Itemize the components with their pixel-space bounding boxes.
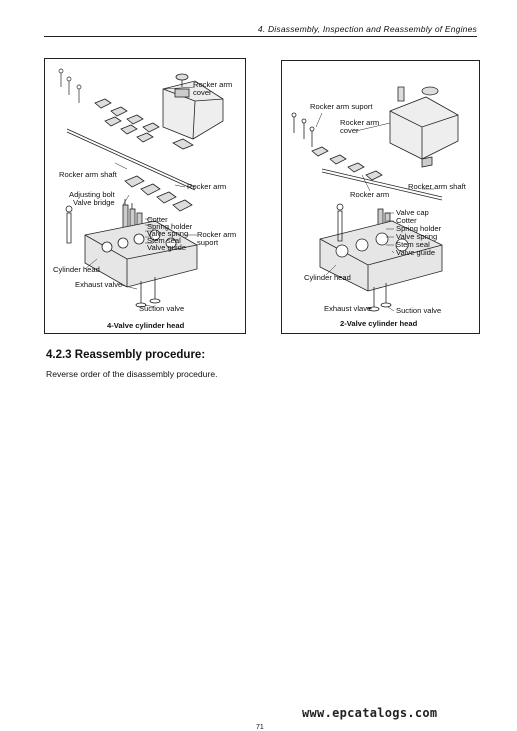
caption-2-valve: 2-Valve cylinder head xyxy=(340,319,418,328)
label-cotter: Cotter xyxy=(147,215,168,224)
chapter-header: 4. Disassembly, Inspection and Reassembly of Engines xyxy=(257,24,477,34)
label-exhaust-valve: Exhaust valve xyxy=(75,280,123,289)
label-stem-seal: Stem seal xyxy=(396,240,430,249)
label-rocker-arm: Rocker arm xyxy=(187,182,227,191)
watermark-link[interactable]: www.epcatalogs.com xyxy=(302,706,438,720)
section-body: Reverse order of the disassembly procedure. xyxy=(46,369,218,379)
label-stem-seal: Stem seal xyxy=(147,236,181,245)
header-rule xyxy=(44,36,477,37)
figure-2-valve-cylinder-head xyxy=(281,60,480,334)
label-cylinder-head: Cylinder head xyxy=(304,273,351,282)
caption-4-valve: 4-Valve cylinder head xyxy=(107,321,185,330)
label-rocker-arm-shaft: Rocker arm shaft xyxy=(408,182,466,191)
label-rocker-arm-shaft: Rocker arm shaft xyxy=(59,170,117,179)
label-valve-bridge: Valve bridge xyxy=(73,198,115,207)
label-spring-holder: Spring holder xyxy=(147,222,193,231)
label-rocker-arm-suport: Rocker arm suport xyxy=(197,230,237,247)
page-number: 71 xyxy=(256,724,264,731)
label-rocker-arm-cover: Rocker arm cover xyxy=(193,80,233,97)
label-valve-guide: Valve guide xyxy=(147,243,187,252)
label-cylinder-head: Cylinder head xyxy=(53,265,100,274)
figure-4-valve-cylinder-head xyxy=(44,58,246,334)
label-valve-spring: Valve spring xyxy=(147,229,189,238)
label-spring-holder: Spring holder xyxy=(396,224,442,233)
section-title: 4.2.3 Reassembly procedure: xyxy=(46,349,206,361)
label-valve-cap: Valve cap xyxy=(396,208,429,217)
label-adjusting-bolt: Adjusting bolt xyxy=(69,190,115,199)
label-rocker-arm-cover: Rocker arm cover xyxy=(340,118,380,135)
label-suction-valve: Suction valve xyxy=(396,306,442,315)
label-valve-spring: Valve spring xyxy=(396,232,438,241)
label-valve-guide: Valve guide xyxy=(396,248,436,257)
label-suction-valve: Suction valve xyxy=(139,304,185,313)
label-rocker-arm: Rocker arm xyxy=(350,190,390,199)
label-rocker-arm-suport: Rocker arm suport xyxy=(310,102,373,111)
label-cotter: Cotter xyxy=(396,216,417,225)
label-exhaust-valve: Exhaust vlave xyxy=(324,304,372,313)
